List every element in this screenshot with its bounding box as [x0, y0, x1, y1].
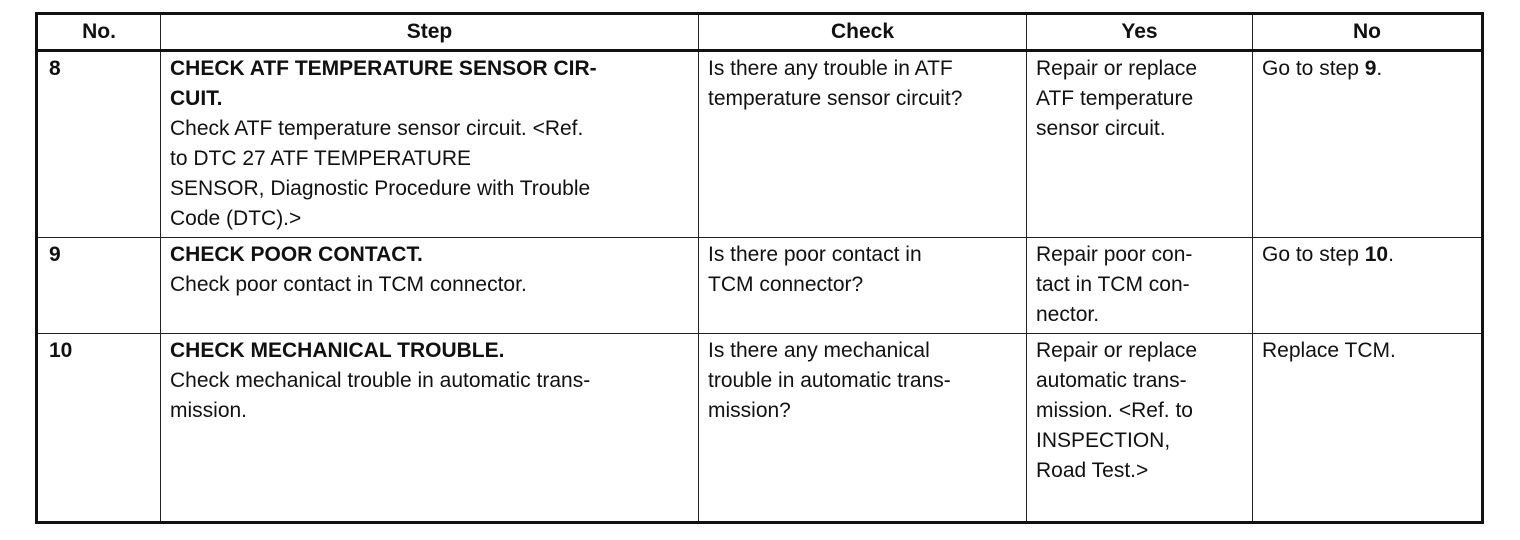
diagnostic-procedure-table: [35, 12, 1484, 524]
check-cell: [699, 51, 1027, 238]
no-cell: [1253, 238, 1483, 334]
step-number: 9: [49, 243, 61, 266]
no-action: [1253, 334, 1481, 369]
yes-action: Repair or replace automatic trans- mission. <Ref. to INSPECTION, Road Test.>: [1036, 339, 1198, 482]
yes-action: Repair or replace ATF temperature sensor circuit.: [1036, 57, 1198, 140]
table-row: [37, 334, 1483, 523]
yes-cell: [1027, 51, 1253, 238]
check-text: Is there any mechanical trouble in automatic trans- mission?: [708, 339, 951, 422]
no-action-text: Go to step: [1262, 243, 1365, 266]
step-cell: [161, 334, 699, 523]
next-step-ref: 9: [1364, 57, 1377, 80]
table-header-row: [37, 14, 1483, 51]
step-number-cell: [37, 238, 161, 334]
no-action: [1253, 52, 1481, 87]
yes-action: Repair poor con- tact in TCM con- nector.: [1036, 243, 1193, 326]
check-text: Is there poor contact in TCM connector?: [708, 243, 922, 296]
table-row: [37, 238, 1483, 334]
no-action: [1253, 238, 1481, 273]
no-action-text: Replace TCM.: [1262, 339, 1396, 362]
header-no: No.: [37, 14, 161, 51]
no-action-suffix: .: [1388, 243, 1394, 266]
header-no-result: No: [1253, 14, 1483, 51]
step-cell: [161, 51, 699, 238]
step-number: 8: [49, 57, 61, 80]
step-number-cell: [37, 51, 161, 238]
header-yes: Yes: [1027, 14, 1253, 51]
step-description: Check ATF temperature sensor circuit. <Ref. to DTC 27 ATF TEMPERATURE SENSOR, Diagnostic Procedure with Trouble Code (DTC).>: [170, 117, 591, 230]
step-description: Check poor contact in TCM connector.: [170, 273, 527, 296]
no-cell: [1253, 51, 1483, 238]
yes-cell: [1027, 334, 1253, 523]
step-number-cell: [37, 334, 161, 523]
header-check: Check: [699, 14, 1027, 51]
check-cell: [699, 238, 1027, 334]
next-step-ref: 10: [1364, 243, 1389, 266]
check-cell: [699, 334, 1027, 523]
step-title: CHECK MECHANICAL TROUBLE.: [170, 339, 505, 362]
step-title: CHECK POOR CONTACT.: [170, 243, 423, 266]
yes-cell: [1027, 238, 1253, 334]
step-number: 10: [49, 339, 73, 362]
no-action-text: Go to step: [1262, 57, 1365, 80]
no-cell: [1253, 334, 1483, 523]
step-description: Check mechanical trouble in automatic trans- mission.: [170, 369, 591, 422]
check-text: Is there any trouble in ATF temperature sensor circuit?: [708, 57, 963, 110]
step-title: CHECK ATF TEMPERATURE SENSOR CIR- CUIT.: [170, 57, 597, 110]
table-row: [37, 51, 1483, 238]
header-step: Step: [161, 14, 699, 51]
step-cell: [161, 238, 699, 334]
no-action-suffix: .: [1376, 57, 1383, 80]
